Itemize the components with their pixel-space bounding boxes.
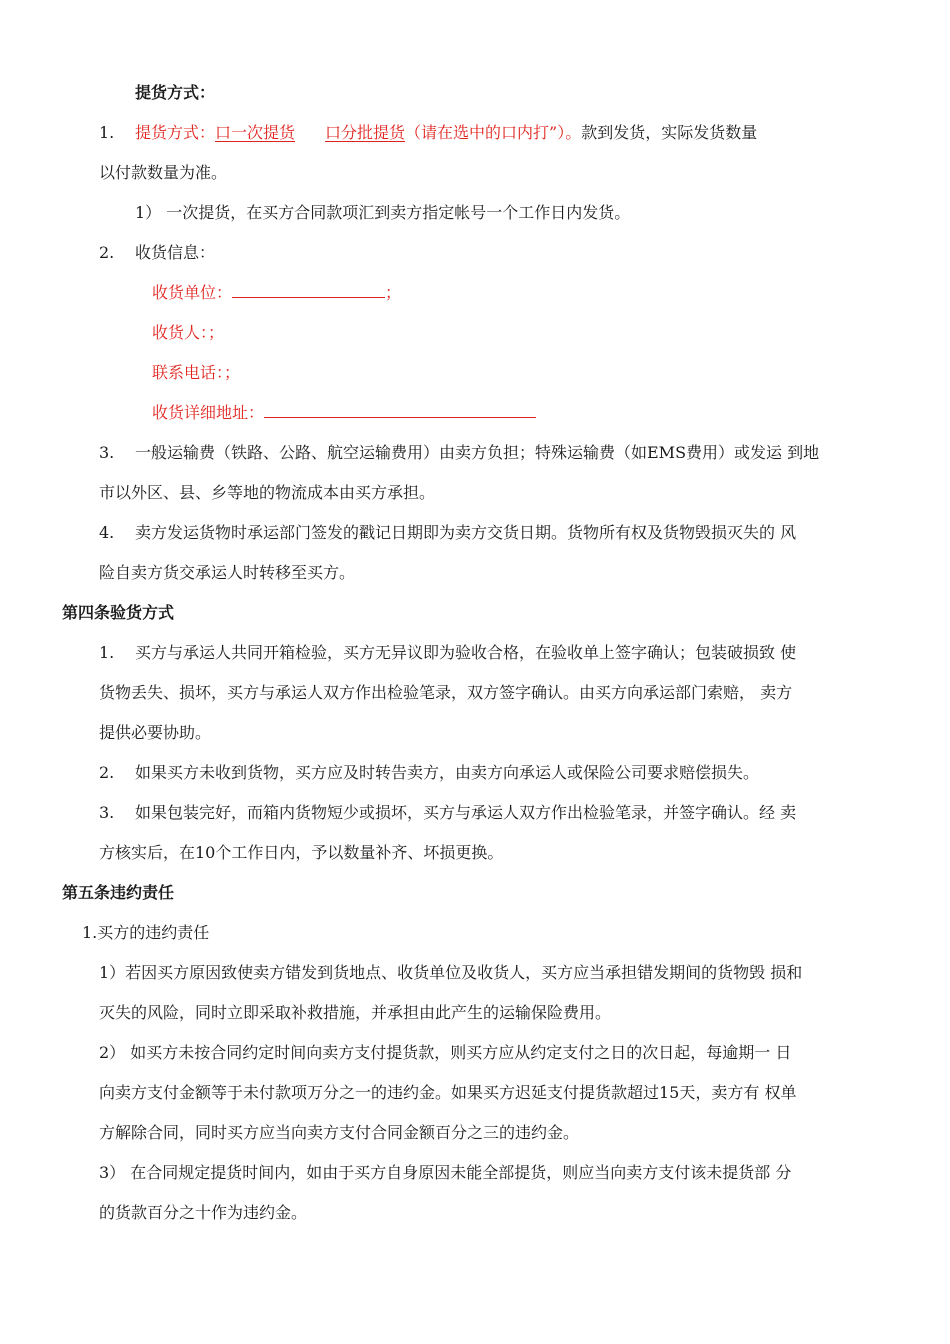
pickup-item-1-cont: 以付款数量为准。 (99, 163, 228, 182)
option-single-pickup[interactable]: 口一次提货 (215, 123, 296, 142)
inspection-item-2 (99, 762, 759, 784)
item-number: 2. (99, 763, 115, 782)
inspection-item-1-line-1: 买方与承运人共同开箱检验，买方无异议即为验收合格，在验收单上签字确认；包装破损致 使 (135, 643, 797, 662)
item-number: 1. (99, 643, 115, 662)
item-3-line-1: 一般运输费（铁路、公路、航空运输费用）由卖方负担；特殊运输费（如EMS费用）或发运 到地 (135, 443, 820, 462)
inspection-heading: 第四条验货方式 (62, 603, 175, 622)
breach-p2-line-1: 2） 如买方未按合同约定时间向卖方支付提货款，则买方应从约定支付之日的次日起，每逾期一 日 (99, 1043, 792, 1062)
pickup-item-4 (99, 522, 796, 544)
phone-field: 联系电话：； (152, 363, 241, 382)
inspection-item-3-line-2: 方核实后，在10个工作日内，予以数量补齐、坏损更换。 (99, 843, 504, 862)
item-number: 1. (99, 123, 115, 142)
item-number: 3. (99, 803, 115, 822)
inspection-item-1-line-3: 提供必要协助。 (99, 723, 212, 742)
receiving-unit-label: 收货单位： (152, 283, 233, 302)
pickup-method-label: 提货方式： (135, 123, 216, 142)
inspection-item-1-line-2: 货物丢失、损坏，买方与承运人双方作出检验笔录，双方签字确认。由买方向承运部门索赔， 卖方 (99, 683, 793, 702)
receiver-field: 收货人：； (152, 323, 225, 342)
receiving-unit-field (152, 282, 401, 304)
breach-heading: 第五条违约责任 (62, 883, 175, 902)
inspection-item-3-line-1: 如果包装完好，而箱内货物短少或损坏，买方与承运人双方作出检验笔录，并签字确认。经 卖 (135, 803, 797, 822)
pickup-item-2 (99, 242, 215, 264)
option-gap (295, 122, 325, 144)
pickup-item-3 (99, 442, 819, 464)
option-batch-pickup[interactable]: 口分批提货 (325, 123, 406, 142)
item-number: 3. (99, 443, 115, 462)
item-4-line-1: 卖方发运货物时承运部门签发的戳记日期即为卖方交货日期。货物所有权及货物毁损灭失的 风 (135, 523, 797, 542)
buyer-breach-subheading: 1.买方的违约责任 (82, 923, 210, 942)
breach-p2-line-2: 向卖方支付金额等于未付款项万分之一的违约金。如果买方迟延支付提货款超过15天，卖方有 权单 (99, 1083, 797, 1102)
item-4-line-2: 险自卖方货交承运人时转移至买方。 (99, 563, 356, 582)
address-field (152, 402, 536, 424)
address-blank[interactable] (264, 403, 536, 418)
breach-p3-line-2: 的货款百分之十作为违约金。 (99, 1203, 308, 1222)
address-label: 收货详细地址： (152, 403, 265, 422)
inspection-item-3 (99, 802, 796, 824)
receiving-unit-blank[interactable] (232, 283, 385, 298)
item-number: 4. (99, 523, 115, 542)
inspection-item-2-line-1: 如果买方未收到货物，买方应及时转告卖方，由卖方向承运人或保险公司要求赔偿损失。 (135, 763, 760, 782)
item-3-line-2: 市以外区、县、乡等地的物流成本由买方承担。 (99, 483, 436, 502)
breach-p3-line-1: 3） 在合同规定提货时间内，如由于买方自身原因未能全部提货，则应当向卖方支付该未提货部 分 (99, 1163, 792, 1182)
pickup-item-1 (99, 122, 757, 144)
receiving-info-label: 收货信息： (135, 243, 216, 262)
breach-p1-line-1: 1）若因买方原因致使卖方错发到货地点、收货单位及收货人，买方应当承担错发期间的货物毁 损和 (99, 963, 803, 982)
inspection-item-1 (99, 642, 796, 664)
breach-p1-line-2: 灭失的风险，同时立即采取补救措施，并承担由此产生的运输保险费用。 (99, 1003, 612, 1022)
option-note: （请在选中的口内打”）。 (405, 123, 582, 142)
pickup-heading: 提货方式： (135, 83, 216, 102)
breach-p2-line-3: 方解除合同，同时买方应当向卖方支付合同金额百分之三的违约金。 (99, 1123, 580, 1142)
receiving-unit-end: ； (385, 283, 402, 302)
item-number: 2. (99, 243, 115, 262)
pickup-rest-text: 款到发货，实际发货数量 (581, 123, 758, 142)
pickup-sub-1: 1） 一次提货，在买方合同款项汇到卖方指定帐号一个工作日内发货。 (135, 203, 631, 222)
